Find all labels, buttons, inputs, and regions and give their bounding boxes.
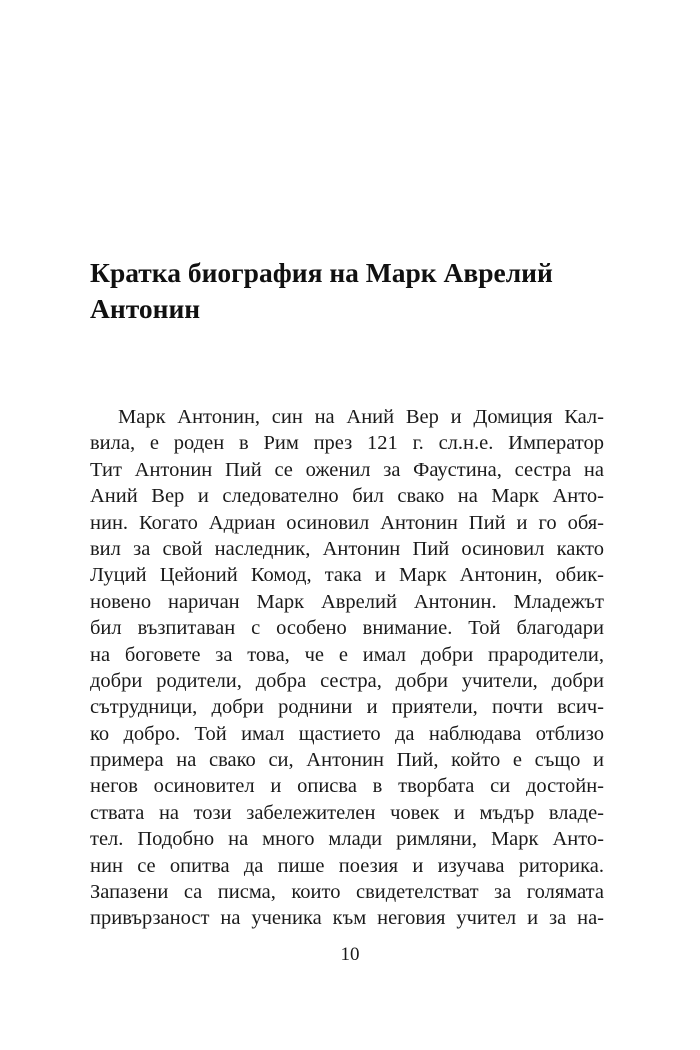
paragraph-line: новено наричан Марк Аврелий Антонин. Младежът (90, 590, 604, 613)
paragraph-line: нин. Когато Адриан осиновил Антонин Пий и го обя- (90, 511, 604, 534)
paragraph-line: ко добро. Той имал щастието да наблюдава отблизо (90, 722, 604, 745)
paragraph-line: Запазени са писма, които свидетелстват за голямата (90, 881, 604, 904)
paragraph-line: негов осиновител и описва в творбата си достойн- (90, 775, 604, 798)
paragraph-line: вила, е роден в Рим през 121 г. сл.н.е. Император (90, 432, 604, 455)
paragraph-line: примера на свако си, Антонин Пий, който е също и (90, 749, 604, 772)
body-paragraph (90, 404, 604, 932)
paragraph-line: Тит Антонин Пий се оженил за Фаустина, сестра на (90, 458, 604, 481)
paragraph-line: нин се опитва да пише поезия и изучава риторика. (90, 854, 604, 877)
paragraph-line: привързаност на ученика към неговия учител и за на- (90, 907, 604, 930)
paragraph-line: тел. Подобно на много млади римляни, Марк Анто- (90, 828, 604, 851)
paragraph-line: добри родители, добра сестра, добри учители, добри (90, 669, 604, 692)
page-number: 10 (340, 944, 360, 965)
paragraph-line: вил за свой наследник, Антонин Пий осиновил както (90, 537, 604, 560)
paragraph-line: Марк Антонин, син на Аний Вер и Домиция Кал- (118, 406, 604, 428)
paragraph-line: ствата на този забележителен човек и мъдър владе- (90, 801, 604, 824)
paragraph-line: Аний Вер и следователно бил свако на Марк Анто- (90, 485, 604, 508)
paragraph-line: сътрудници, добри роднини и приятели, почти всич- (90, 696, 604, 719)
chapter-title (90, 255, 610, 327)
chapter-title-line: Кратка биография на Марк Аврелий (90, 257, 553, 288)
paragraph-line: на боговете за това, че е имал добри прародители, (90, 643, 604, 666)
paragraph-line: бил възпитаван с особено внимание. Той благодари (90, 617, 604, 640)
paragraph-line: Луций Цейоний Комод, така и Марк Антонин, обик- (90, 564, 604, 587)
chapter-title-line: Антонин (90, 293, 201, 324)
